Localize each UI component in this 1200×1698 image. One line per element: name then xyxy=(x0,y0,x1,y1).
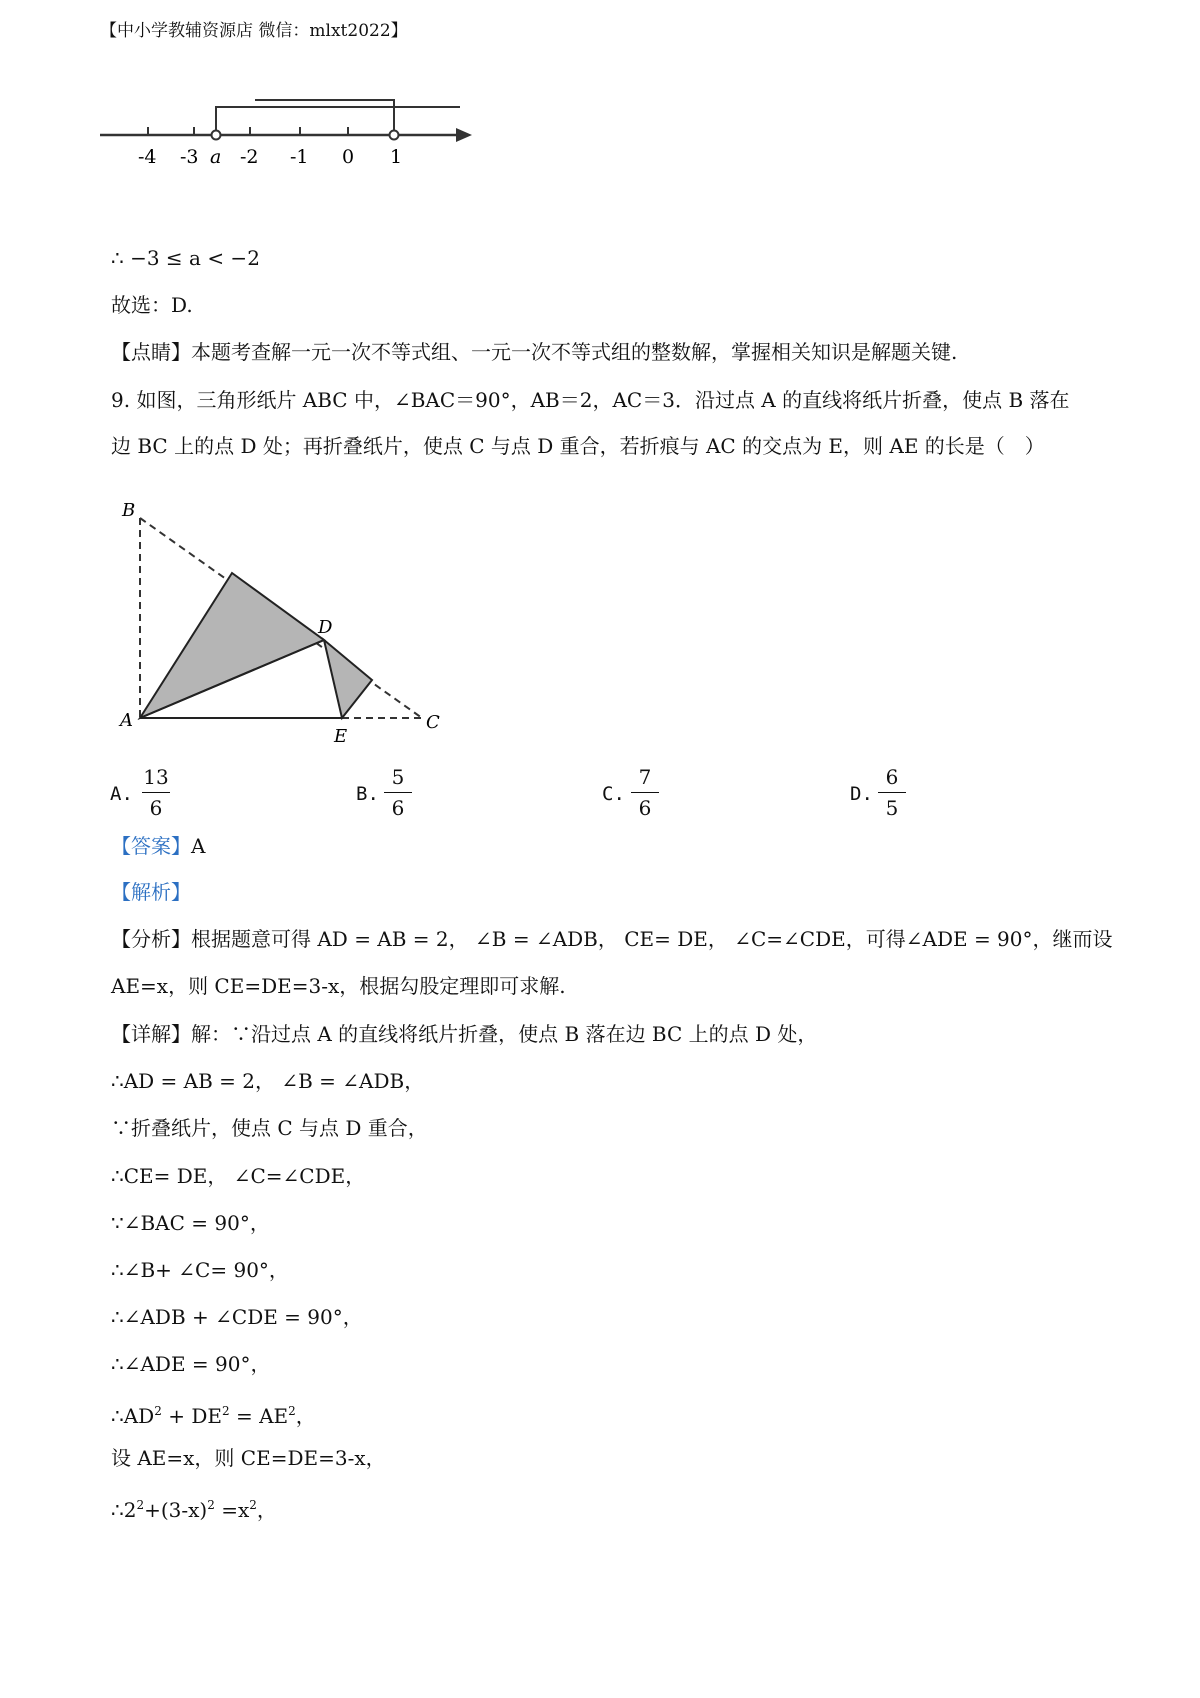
tick-label: -1 xyxy=(290,146,309,168)
axis-arrow xyxy=(456,128,472,142)
solution-line: ∵∠BAC = 90°， xyxy=(111,1211,270,1235)
label-b: B xyxy=(122,500,136,521)
label-c: C xyxy=(426,712,440,733)
open-point-1 xyxy=(390,131,399,140)
folded-triangle-abd xyxy=(140,573,324,718)
range-left-of-1 xyxy=(255,100,394,135)
analysis-line-2: AE=x，则 CE=DE=3-x，根据勾股定理即可求解. xyxy=(111,974,566,998)
option-label: D. xyxy=(850,783,873,805)
range-a-right xyxy=(216,107,460,135)
prev-note: 【点睛】本题考查解一元一次不等式组、一元一次不等式组的整数解，掌握相关知识是解题关键. xyxy=(111,340,958,364)
prev-conclusion: ∴ −3 ≤ a < −2 xyxy=(111,246,260,270)
answer-line xyxy=(111,832,205,860)
analysis-line-1: 【分析】根据题意可得 AD = AB = 2， ∠B = ∠ADB， CE= DE， ∠C=∠CDE，可得∠ADE = 90°，继而设 xyxy=(111,927,1113,951)
tick-label: 0 xyxy=(342,146,355,168)
analysis-tag: 【解析】 xyxy=(111,880,191,904)
option-label: A. xyxy=(110,783,133,805)
header-watermark: 【中小学教辅资源店 微信：mlxt2022】 xyxy=(100,21,408,41)
tick-label: -2 xyxy=(240,146,259,168)
open-point-a xyxy=(212,131,221,140)
question-text-2: 边 BC 上的点 D 处；再折叠纸片，使点 C 与点 D 重合，若折痕与 AC 的交点为 E，则 AE 的长是（ ） xyxy=(111,434,1045,458)
tick-label: a xyxy=(210,146,222,168)
solution-line: 【详解】解：∵沿过点 A 的直线将纸片折叠，使点 B 落在边 BC 上的点 D 处， xyxy=(111,1022,818,1046)
folded-triangle-cde xyxy=(324,640,372,718)
triangle-figure xyxy=(110,488,450,743)
question-text-1: 9. 如图，三角形纸片 ABC 中，∠BAC＝90°，AB＝2，AC＝3．沿过点 A 的直线将纸片折叠，使点 B 落在 xyxy=(111,388,1070,412)
solution-line: ∴∠B+ ∠C= 90°， xyxy=(111,1258,289,1282)
fraction: 7 6 xyxy=(625,764,665,821)
number-line-figure xyxy=(100,95,520,175)
fraction: 6 5 xyxy=(872,764,912,821)
label-e: E xyxy=(334,726,348,743)
solution-line: ∴∠ADE = 90°， xyxy=(111,1352,271,1376)
fraction: 5 6 xyxy=(378,764,418,821)
solution-line: ∵折叠纸片，使点 C 与点 D 重合， xyxy=(111,1116,428,1140)
label-d: D xyxy=(318,617,333,638)
set-variable-line: 设 AE=x，则 CE=DE=3-x， xyxy=(111,1446,386,1470)
tick-label: 1 xyxy=(390,146,403,168)
option-label: B. xyxy=(356,783,379,805)
answer-tag: 【答案】 xyxy=(111,834,191,858)
answer-value: A xyxy=(191,834,206,858)
pythagoras-line: $\therefore AD^2 + DE^2 = AE^2$， xyxy=(111,1404,316,1428)
tick-label: -3 xyxy=(180,146,199,168)
solution-line: ∴CE= DE， ∠C=∠CDE， xyxy=(111,1164,366,1188)
prev-choice: 故选：D. xyxy=(111,293,193,317)
solution-line: ∴∠ADB + ∠CDE = 90°， xyxy=(111,1305,363,1329)
option-label: C. xyxy=(602,783,625,805)
equation-line: $\therefore 2^2+(3-x)^2 =x^2$， xyxy=(111,1498,277,1522)
label-a: A xyxy=(120,710,133,731)
fraction: 13 6 xyxy=(143,765,169,820)
solution-line: ∴AD = AB = 2， ∠B = ∠ADB， xyxy=(111,1069,425,1093)
tick-label: -4 xyxy=(138,146,157,168)
